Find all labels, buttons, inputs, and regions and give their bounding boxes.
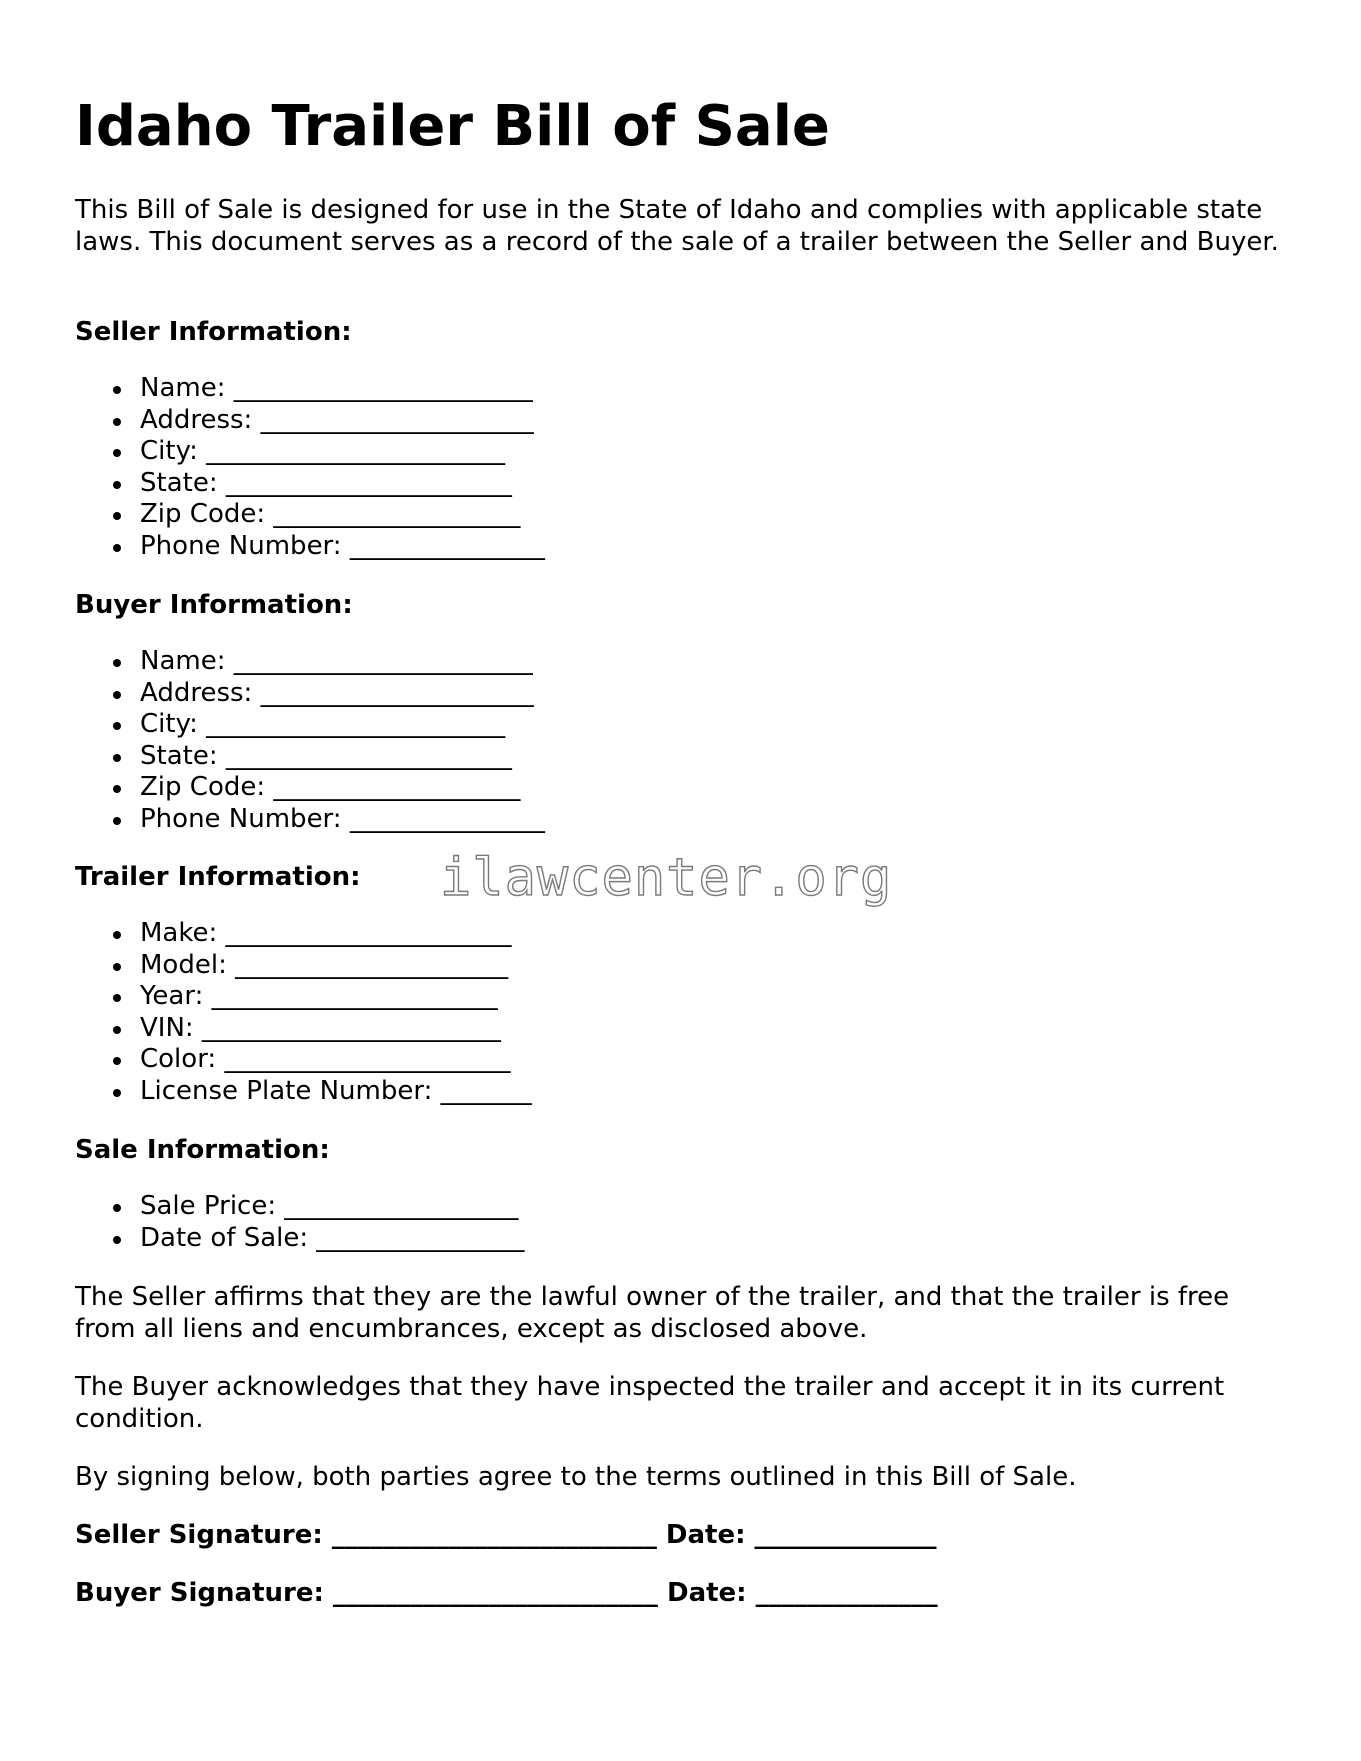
trailer-make-field: Make: ______________________ (75, 918, 532, 950)
sale-field-list (75, 1191, 524, 1254)
sale-section-heading: Sale Information: (75, 1135, 330, 1165)
seller-affirmation-paragraph: The Seller affirms that they are the lawful owner of the trailer, and that the trailer is free from all liens and encumbrances, except as disclosed above. (75, 1282, 1230, 1344)
trailer-year-field: Year: ______________________ (75, 981, 532, 1013)
sale-date-field: Date of Sale: ________________ (75, 1223, 524, 1255)
buyer-name-field: Name: _______________________ (75, 646, 545, 678)
seller-signature-line: Seller Signature: _________________________ Date: ______________ (75, 1520, 937, 1550)
trailer-vin-field: VIN: _______________________ (75, 1013, 532, 1045)
buyer-phone-field: Phone Number: _______________ (75, 804, 545, 836)
buyer-state-field: State: ______________________ (75, 741, 545, 773)
intro-paragraph: This Bill of Sale is designed for use in the State of Idaho and complies with applicable state laws. This document serves as a record of the sale of a trailer between the Seller and Buyer. (75, 195, 1279, 257)
seller-state-field: State: ______________________ (75, 468, 545, 500)
watermark-text: ilawcenter.org (440, 848, 893, 908)
buyer-signature-line: Buyer Signature: _________________________ Date: ______________ (75, 1578, 938, 1608)
trailer-field-list (75, 918, 532, 1108)
trailer-color-field: Color: ______________________ (75, 1044, 532, 1076)
seller-phone-field: Phone Number: _______________ (75, 531, 545, 563)
sale-price-field: Sale Price: __________________ (75, 1191, 524, 1223)
seller-zip-field: Zip Code: ___________________ (75, 499, 545, 531)
trailer-section-heading: Trailer Information: (75, 862, 361, 892)
trailer-model-field: Model: _____________________ (75, 950, 532, 982)
page-title: Idaho Trailer Bill of Sale (75, 94, 830, 159)
buyer-zip-field: Zip Code: ___________________ (75, 772, 545, 804)
seller-name-field: Name: _______________________ (75, 373, 545, 405)
buyer-section-heading: Buyer Information: (75, 590, 353, 620)
buyer-acknowledgment-paragraph: The Buyer acknowledges that they have inspected the trailer and accept it in its current condition. (75, 1372, 1225, 1434)
seller-city-field: City: _______________________ (75, 436, 545, 468)
buyer-city-field: City: _______________________ (75, 709, 545, 741)
trailer-license-plate-field: License Plate Number: _______ (75, 1076, 532, 1108)
seller-section-heading: Seller Information: (75, 317, 352, 347)
agreement-paragraph: By signing below, both parties agree to the terms outlined in this Bill of Sale. (75, 1462, 1077, 1492)
seller-field-list (75, 373, 545, 563)
buyer-field-list (75, 646, 545, 836)
seller-address-field: Address: _____________________ (75, 405, 545, 437)
buyer-address-field: Address: _____________________ (75, 678, 545, 710)
